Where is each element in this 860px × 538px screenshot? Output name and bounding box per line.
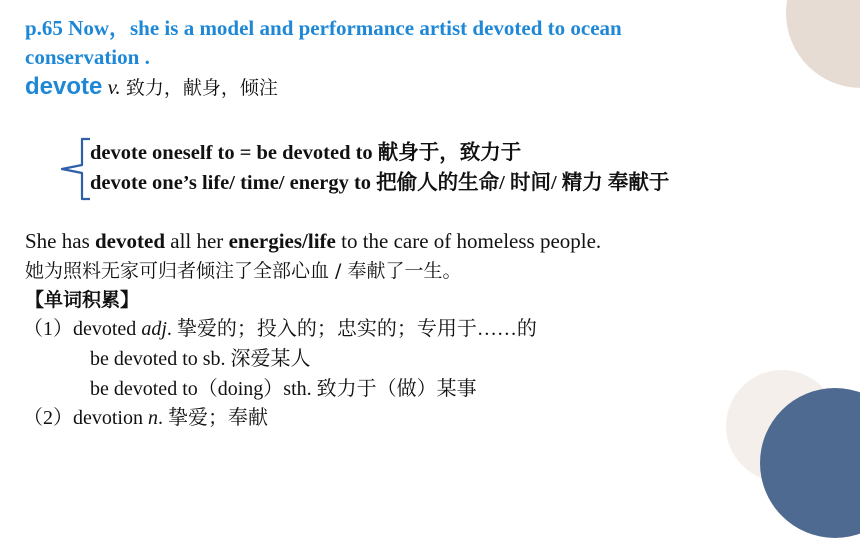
word-headline — [25, 74, 278, 101]
example-part-3: to the care of homeless people. — [335, 229, 602, 253]
example-sentence — [25, 228, 601, 254]
word-meaning: 致力，献身，倾注 — [125, 77, 278, 99]
item-2-prefix: （2）devotion — [23, 407, 148, 429]
example-part-2: all her — [165, 229, 229, 253]
example-bold-2: energies/life — [228, 229, 336, 253]
item-1-prefix: （1）devoted — [23, 318, 142, 340]
brace-icon — [60, 137, 92, 201]
phrase-1: devote oneself to = be devoted to 献身于，致力于 — [90, 142, 522, 164]
item-1-sub-1: be devoted to sb. 深爱某人 — [90, 348, 311, 370]
item-1 — [23, 316, 537, 342]
item-1-meaning: . 挚爱的；投入的；忠实的；专用于……的 — [166, 318, 537, 340]
item-2 — [23, 405, 268, 431]
slide-title-line-2: conservation . — [25, 45, 150, 69]
part-of-speech: v. — [107, 75, 121, 99]
example-translation: 她为照料无家可归者倾注了全部心血 / 奉献了一生。 — [25, 260, 462, 282]
item-1-pos: adj — [141, 318, 167, 340]
item-2-meaning: . 挚爱；奉献 — [158, 407, 268, 429]
item-2-pos: n — [148, 407, 158, 429]
example-part-1: She has — [25, 229, 95, 253]
phrase-2: devote one’s life/ time/ energy to 把偷人的生命/ 时间/ 精力 奉献于 — [90, 172, 670, 194]
example-bold-1: devoted — [95, 229, 165, 253]
headword: devote — [25, 73, 103, 100]
accumulation-header: 【单词积累】 — [25, 289, 140, 311]
item-1-sub-2: be devoted to（doing）sth. 致力于（做）某事 — [90, 378, 477, 400]
decorative-circle-top-right — [786, 0, 860, 88]
slide-title-line-1: p.65 Now，she is a model and performance artist devoted to ocean — [25, 16, 622, 40]
